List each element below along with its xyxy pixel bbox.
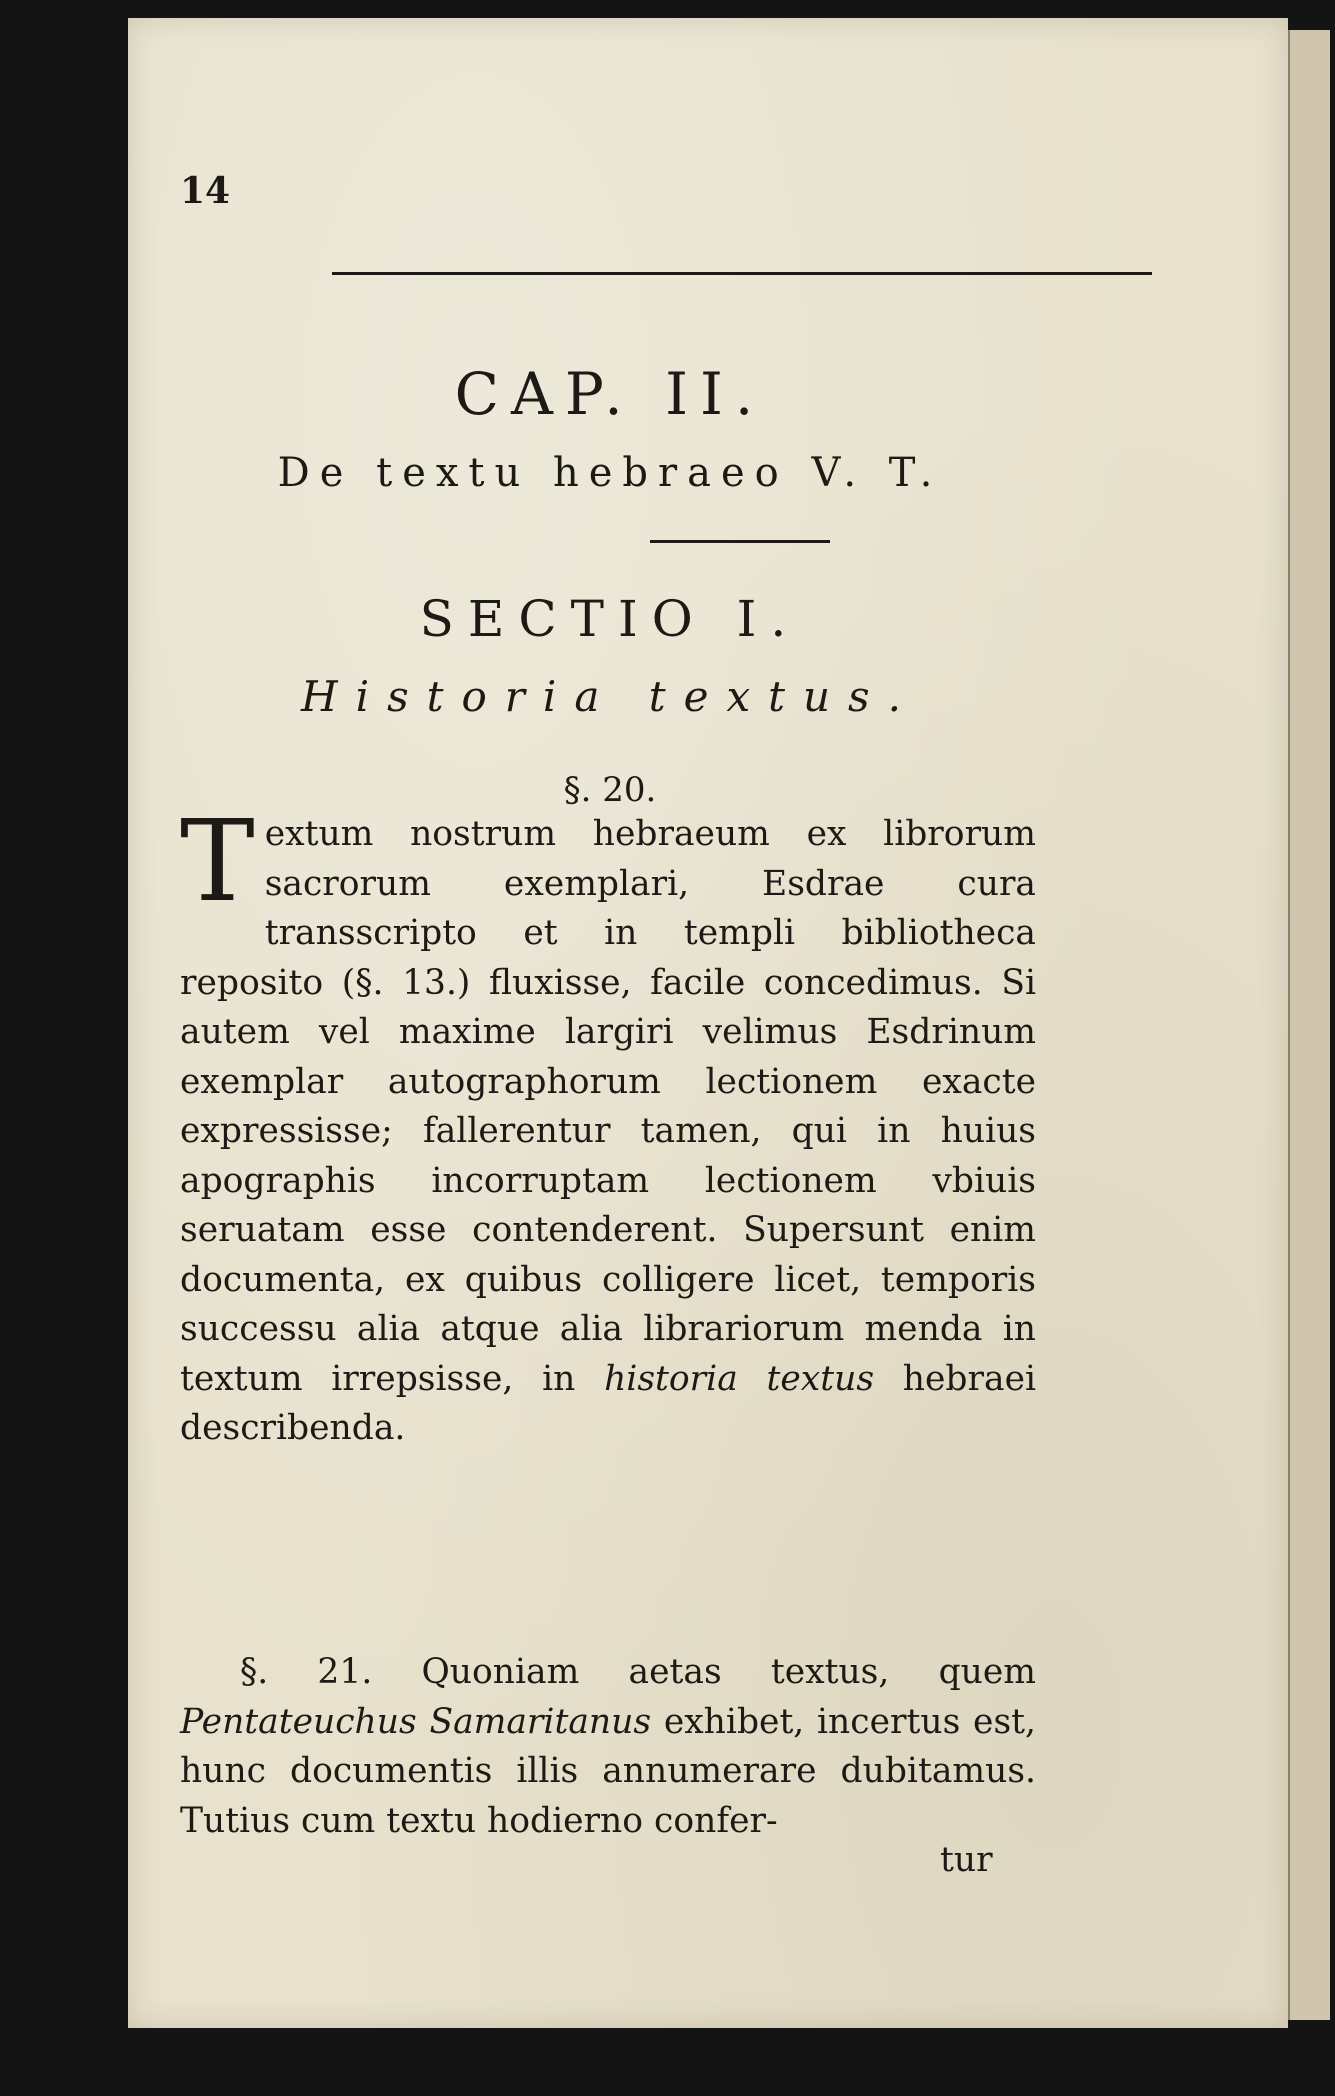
drop-cap: T	[180, 797, 255, 927]
paragraph-20-text-end: hebraei describenda.	[180, 1358, 1037, 1448]
section-divider	[650, 540, 830, 543]
catchword: tur	[940, 1840, 993, 1880]
paragraph-21	[180, 1648, 1036, 1846]
paragraph-20	[180, 797, 1037, 1454]
section-subtitle: Historia textus.	[301, 672, 919, 721]
section-title: SECTIO I.	[419, 590, 801, 648]
page-number: 14	[180, 170, 231, 212]
paragraph-21-text-a: Quoniam aetas textus, quem	[421, 1652, 1036, 1692]
paragraph-20-text: extum nostrum hebraeum ex librorum sacrorum exemplari, Esdrae cura transscripto et in templi bibliotheca reposito (§. 13.) fluxisse, facile concedimus. Si autem vel maxime largiri velimus Esdrinum exemplar autographorum lectionem exacte expressisse; fallerentur tamen, qui in huius apographis incorruptam lectionem vbiuis seruatam esse contenderent. Supersunt enim documenta, ex quibus colligere licet, temporis successu alia atque alia librariorum menda in textum irrepsisse, in	[180, 814, 1036, 1399]
chapter-subtitle: De textu hebraeo V. T.	[277, 450, 943, 496]
paragraph-mark-20: §. 20.	[563, 770, 657, 810]
paragraph-20-italic: historia textus	[604, 1358, 875, 1399]
adjacent-page-edge	[1288, 30, 1330, 2020]
paragraph-mark-21: §. 21.	[240, 1652, 373, 1692]
paragraph-21-text-b: exhibet, incertus est, hunc documentis illis annumerare dubitamus. Tutius cum textu hodierno confer-	[180, 1701, 1037, 1841]
header-rule	[332, 272, 1152, 275]
paragraph-21-italic: Pentateuchus Samaritanus	[180, 1701, 652, 1742]
chapter-title: CAP. II.	[454, 360, 766, 428]
